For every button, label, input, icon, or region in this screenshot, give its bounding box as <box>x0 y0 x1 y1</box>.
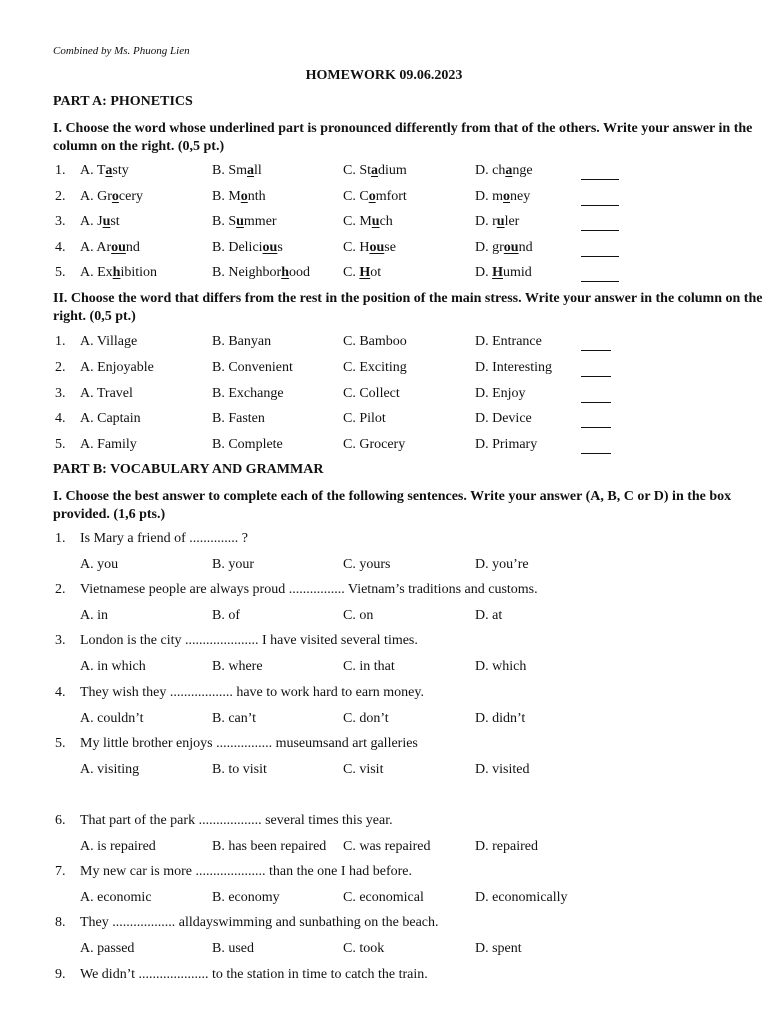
author-credit: Combined by Ms. Phuong Lien <box>53 45 190 57</box>
answer-option: A. Exhibition <box>80 265 158 281</box>
part-a-sec2-instruction: II. Choose the word that differs from the rest in the position of the main stress. Write your answer in the column on the right. (0,5 pt.) <box>53 291 763 324</box>
answer-option: C. on <box>343 608 374 623</box>
answer-option: C. visit <box>343 762 384 777</box>
answer-option: A. in <box>80 608 108 623</box>
question-number: 5. <box>55 437 66 453</box>
underlined-part: o <box>111 188 119 204</box>
answer-option: B. can’t <box>212 711 257 726</box>
answer-option: A. Just <box>80 214 120 230</box>
question-number: 4. <box>55 411 66 427</box>
answer-option: B. Complete <box>212 437 283 453</box>
answer-option: D. Device <box>475 411 532 427</box>
answer-option: A. Enjoyable <box>80 359 154 375</box>
question-number: 3. <box>55 214 66 230</box>
answer-option: B. your <box>212 557 254 572</box>
answer-option: B. to visit <box>212 762 267 777</box>
answer-option: B. Exchange <box>212 385 284 401</box>
question-number: 3. <box>55 385 66 401</box>
answer-option: B. Neighborhood <box>212 265 311 281</box>
answer-option: A. passed <box>80 941 135 956</box>
answer-option: A. Tasty <box>80 163 129 178</box>
underlined-part: H <box>359 265 371 281</box>
question-number: 1. <box>55 163 66 178</box>
answer-option: A. economic <box>80 890 152 905</box>
question-text: That part of the park .................. several times this year. <box>80 813 393 828</box>
part-b-heading: PART B: VOCABULARY AND GRAMMAR <box>53 462 324 477</box>
question-number: 1. <box>55 334 66 349</box>
answer-option: D. economically <box>475 890 568 905</box>
question-text: We didn’t .................... to the station in time to catch the train. <box>80 967 428 982</box>
answer-option: D. ground <box>475 239 533 255</box>
underlined-part: o <box>368 188 376 204</box>
underlined-part: u <box>236 214 244 230</box>
question-number: 6. <box>55 813 66 828</box>
answer-option: C. Grocery <box>343 437 406 453</box>
answer-blank[interactable] <box>581 439 611 454</box>
question-text: They wish they .................. have to work hard to earn money. <box>80 685 424 700</box>
underlined-part: a <box>247 163 255 178</box>
answer-option: D. repaired <box>475 839 538 854</box>
answer-option: D. Entrance <box>475 334 542 349</box>
question-text: London is the city ..................... I have visited several times. <box>80 633 418 648</box>
answer-option: A. Family <box>80 437 137 453</box>
answer-blank[interactable] <box>581 242 619 257</box>
question-number: 4. <box>55 685 66 700</box>
answer-option: D. Primary <box>475 437 538 453</box>
question-number: 7. <box>55 864 66 879</box>
answer-option: B. Fasten <box>212 411 265 427</box>
answer-option: B. Summer <box>212 214 277 230</box>
answer-option: C. Much <box>343 214 393 230</box>
answer-option: D. Enjoy <box>475 385 526 401</box>
answer-option: A. in which <box>80 659 146 674</box>
answer-option: A. Captain <box>80 411 141 427</box>
answer-option: B. used <box>212 941 254 956</box>
question-number: 1. <box>55 531 66 546</box>
answer-blank[interactable] <box>581 362 611 377</box>
underlined-part: ou <box>262 239 278 255</box>
answer-option: B. economy <box>212 890 280 905</box>
question-number: 3. <box>55 633 66 648</box>
question-text: Vietnamese people are always proud ................ Vietnam’s traditions and customs. <box>80 582 538 597</box>
question-number: 2. <box>55 582 66 597</box>
answer-option: D. change <box>475 163 533 178</box>
answer-option: A. Grocery <box>80 188 143 204</box>
underlined-part: ou <box>503 239 519 255</box>
underlined-part: o <box>240 188 248 204</box>
answer-option: B. Convenient <box>212 359 293 375</box>
answer-option: B. Banyan <box>212 334 272 349</box>
answer-option: D. didn’t <box>475 711 526 726</box>
answer-option: B. Small <box>212 163 262 178</box>
answer-option: C. Exciting <box>343 359 407 375</box>
part-a-sec1-instruction: I. Choose the word whose underlined part is pronounced differently from that of the others. Write your answer in the column on the right. (0,5 pt.) <box>53 121 753 154</box>
answer-option: B. Delicious <box>212 239 283 255</box>
question-text: Is Mary a friend of .............. ? <box>80 531 248 546</box>
question-text: They .................. alldayswimming and sunbathing on the beach. <box>80 915 439 930</box>
answer-option: C. Bamboo <box>343 334 407 349</box>
underlined-part: u <box>102 214 111 230</box>
answer-option: C. took <box>343 941 385 956</box>
answer-option: C. don’t <box>343 711 389 726</box>
answer-option: A. Around <box>80 239 140 255</box>
answer-option: B. Month <box>212 188 266 204</box>
answer-blank[interactable] <box>581 388 611 403</box>
part-b-sec1-instruction: I. Choose the best answer to complete each of the following sentences. Write your answer (A, B, C or D) in the box provided. (1,6 pts.) <box>53 489 732 522</box>
answer-option: A. is repaired <box>80 839 156 854</box>
part-a-heading: PART A: PHONETICS <box>53 94 193 109</box>
answer-option: D. at <box>475 608 503 623</box>
answer-option: A. visiting <box>80 762 140 777</box>
answer-option: C. yours <box>343 557 391 572</box>
answer-blank[interactable] <box>581 165 619 180</box>
underlined-part: a <box>105 163 113 178</box>
answer-option: C. Collect <box>343 385 400 401</box>
question-number: 5. <box>55 265 66 281</box>
question-number: 5. <box>55 736 66 751</box>
answer-option: B. of <box>212 608 240 623</box>
underlined-part: u <box>496 214 505 230</box>
answer-option: D. visited <box>475 762 530 777</box>
answer-option: A. Travel <box>80 385 133 401</box>
question-number: 2. <box>55 188 66 204</box>
answer-option: D. Interesting <box>475 359 552 375</box>
underlined-part: ou <box>369 239 385 255</box>
answer-option: C. economical <box>343 890 424 905</box>
answer-option: D. Humid <box>475 265 532 281</box>
underlined-part: a <box>371 163 379 178</box>
answer-option: C. Comfort <box>343 188 407 204</box>
question-text: My new car is more .................... than the one I had before. <box>80 864 413 879</box>
answer-option: C. Hot <box>343 265 382 281</box>
answer-option: A. couldn’t <box>80 711 144 726</box>
answer-option: C. Pilot <box>343 411 386 427</box>
answer-option: C. in that <box>343 659 395 674</box>
answer-option: C. House <box>343 239 396 255</box>
answer-option: A. you <box>80 557 119 572</box>
answer-option: D. ruler <box>475 214 520 230</box>
answer-option: D. spent <box>475 941 522 956</box>
page-title: HOMEWORK 09.06.2023 <box>305 68 463 83</box>
answer-blank[interactable] <box>581 336 611 351</box>
answer-option: B. has been repaired <box>212 839 327 854</box>
answer-option: B. where <box>212 659 263 674</box>
answer-option: A. Village <box>80 334 138 349</box>
answer-blank[interactable] <box>581 413 611 428</box>
answer-option: D. money <box>475 188 531 204</box>
underlined-part: h <box>281 265 290 281</box>
underlined-part: H <box>492 265 504 281</box>
answer-option: D. you’re <box>475 557 529 572</box>
question-number: 2. <box>55 359 66 375</box>
underlined-part: u <box>371 214 380 230</box>
answer-option: C. was repaired <box>343 839 431 854</box>
answer-option: C. Stadium <box>343 163 407 178</box>
answer-option: D. which <box>475 659 527 674</box>
answer-blank[interactable] <box>581 191 619 206</box>
underlined-part: ou <box>111 239 126 255</box>
question-text: My little brother enjoys ................ museumsand art galleries <box>80 736 418 751</box>
underlined-part: h <box>112 265 121 281</box>
answer-blank[interactable] <box>581 267 619 282</box>
question-number: 9. <box>55 967 66 982</box>
question-number: 8. <box>55 915 66 930</box>
underlined-part: o <box>503 188 510 204</box>
answer-blank[interactable] <box>581 216 619 231</box>
underlined-part: a <box>505 163 513 178</box>
question-number: 4. <box>55 239 66 255</box>
